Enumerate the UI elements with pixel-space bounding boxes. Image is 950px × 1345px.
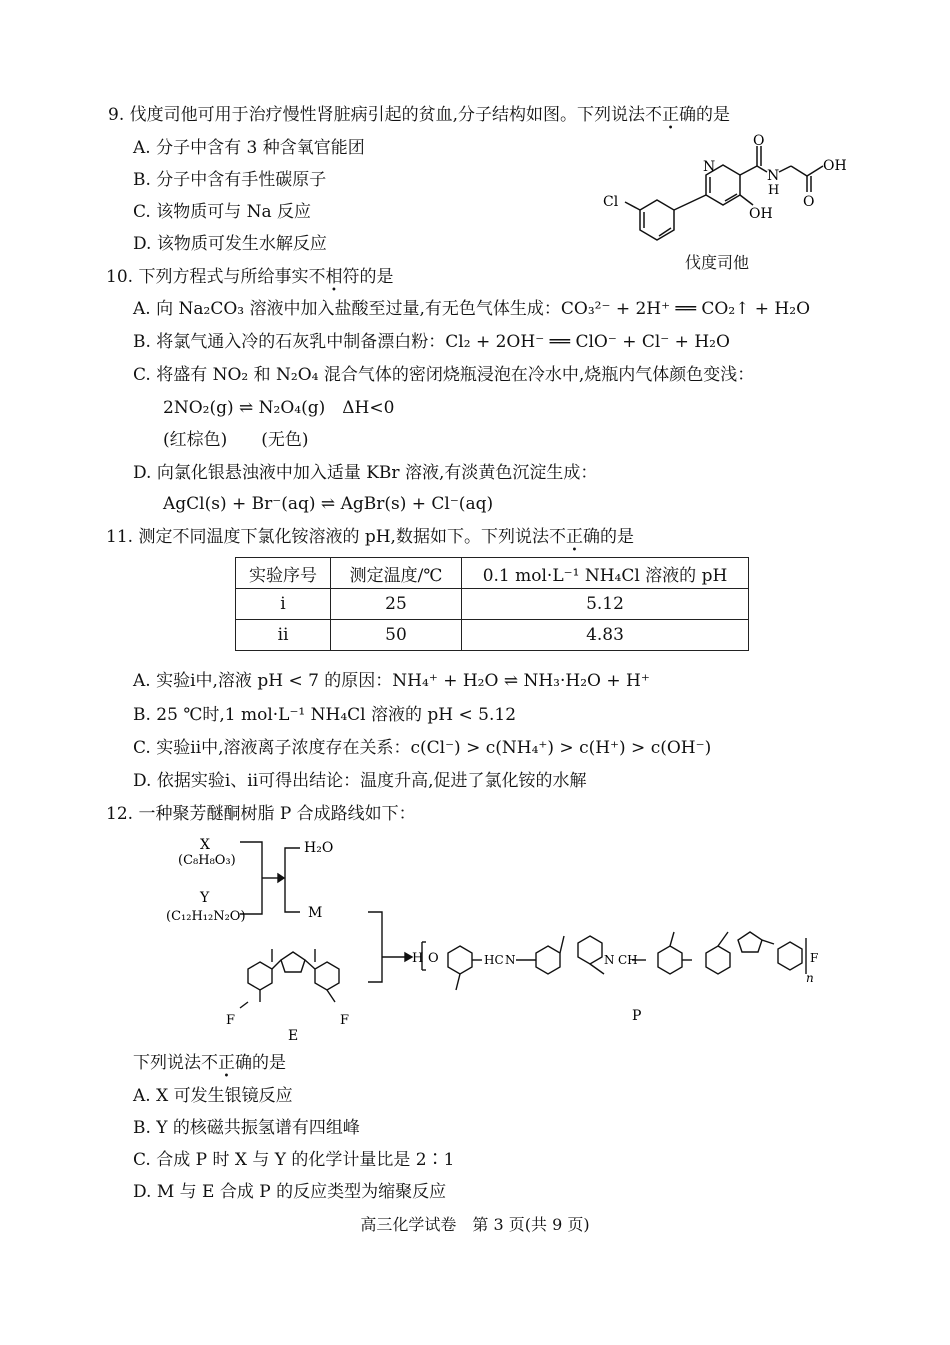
p-ether-o: O [428,951,439,966]
q12-option-a: A. X 可发生银镜反应 [133,1086,293,1106]
acid-oxygen: O [803,194,815,210]
q10-stem: 10. 下列方程式与所给事实不相符的是 [106,267,394,287]
q11-option-b: B. 25 ℃时,1 mol·L⁻¹ NH₄Cl 溶液的 pH < 5.12 [133,705,517,725]
table-cell: 4.83 [462,620,749,651]
table-cell: ⅱ [236,620,331,651]
q12-option-b: B. Y 的核磁共振氢谱有四组峰 [133,1118,360,1138]
q9-figure-caption: 伐度司他 [685,253,750,272]
q11-option-a: A. 实验ⅰ中,溶液 pH < 7 的原因：NH₄⁺ + H₂O ⇌ NH₃·H₂O + H⁺ [133,671,650,691]
table-cell: 50 [331,620,462,651]
q9-option-c: C. 该物质可与 Na 反应 [133,202,312,222]
q9-emphasis: 不正确 [645,105,697,125]
q12-stem: 12. 一种聚芳醚酮树脂 P 合成路线如下： [106,804,416,824]
table-cell: 5.12 [462,589,749,620]
q10-option-d-equation: AgCl(s) + Br⁻(aq) ⇌ AgBr(s) + Cl⁻(aq) [163,494,494,514]
table-cell: 25 [331,589,462,620]
q9-option-a: A. 分子中含有 3 种含氧官能团 [133,138,365,158]
table-header-row [236,558,749,589]
header-cell: 测定温度/℃ [331,558,462,589]
e-fluorine-right: F [340,1013,350,1028]
q11-option-d: D. 依据实验ⅰ、ⅱ可得出结论：温度升高,促进了氯化铵的水解 [133,771,587,791]
vadadustat-structure [595,130,865,250]
table-cell: ⅰ [236,589,331,620]
monomer-e-label: E [288,1028,299,1044]
q12-sub-stem: 下列说法不正确的是 [133,1053,286,1073]
q9-option-b: B. 分子中含有手性碳原子 [133,170,327,190]
phenol-oh: OH [749,206,773,222]
q10-option-c-equation: 2NO₂(g) ⇌ N₂O₄(g) ΔH<0 [163,398,395,418]
header-cell: 实验序号 [236,558,331,589]
q11-data-table [235,557,749,651]
q10-option-c-note: (红棕色) (无色) [163,430,309,450]
q10-option-b: B. 将氯气通入冷的石灰乳中制备漂白粉：Cl₂ + 2OH⁻ ══ ClO⁻ + Cl⁻ + H₂O [133,332,730,352]
p-repeat-n: n [806,971,814,985]
reactant-y-formula: (C₁₂H₁₂N₂O) [166,909,246,924]
p-imine-n2: N [604,953,615,967]
chlorine-label: Cl [603,194,619,210]
table-row [236,589,749,620]
ring-nitrogen: N [703,159,716,175]
reactant-x-formula: (C₈H₈O₃) [178,853,236,868]
acid-oh: OH [823,158,847,174]
p-fluorine: F [810,951,819,965]
p-end-h: H [412,951,424,966]
q12-emphasis: 不正确 [201,1053,252,1073]
product-water: H₂O [304,840,334,856]
amide-hydrogen: H [768,183,780,198]
amide-nitrogen: N [767,168,780,184]
q10-option-c: C. 将盛有 NO₂ 和 N₂O₄ 混合气体的密闭烧瓶浸泡在冷水中,烧瓶内气体颜色变浅： [133,365,755,385]
p-imine-n1: N [505,953,516,967]
q10-emphasis: 不相符 [308,267,360,287]
reactant-y: Y [200,890,210,906]
q9-option-d: D. 该物质可发生水解反应 [133,234,327,254]
header-cell: 0.1 mol·L⁻¹ NH₄Cl 溶液的 pH [462,558,749,589]
q10-option-a: A. 向 Na₂CO₃ 溶液中加入盐酸至过量,有无色气体生成：CO₃²⁻ + 2H⁺ ══ CO₂↑ + H₂O [133,299,811,319]
page-footer: 高三化学试卷 第 3 页(共 9 页) [360,1215,590,1234]
q10-option-d: D. 向氯化银悬浊液中加入适量 KBr 溶液,有淡黄色沉淀生成： [133,463,598,483]
product-m: M [308,905,323,921]
q11-emphasis: 不正确 [548,527,600,547]
p-ch-group: CH [618,953,638,967]
amide-oxygen: O [753,133,765,149]
e-fluorine-left: F [226,1013,236,1028]
q11-stem: 11. 测定不同温度下氯化铵溶液的 pH,数据如下。下列说法不正确的是 [106,527,634,547]
table-row [236,620,749,651]
polymer-p-label: P [632,1008,642,1024]
q9-stem: 9. 伐度司他可用于治疗慢性肾脏病引起的贫血,分子结构如图。下列说法不正确的是 [108,105,731,125]
q12-option-c: C. 合成 P 时 X 与 Y 的化学计量比是 2∶1 [133,1150,455,1170]
synthesis-scheme [160,832,820,1044]
reactant-x: X [200,837,210,853]
q11-option-c: C. 实验ⅱ中,溶液离子浓度存在关系：c(Cl⁻) > c(NH₄⁺) > c(H⁺) > c(OH⁻) [133,738,712,758]
q12-option-d: D. M 与 E 合成 P 的反应类型为缩聚反应 [133,1182,447,1202]
p-hc-group: HC [484,953,504,967]
